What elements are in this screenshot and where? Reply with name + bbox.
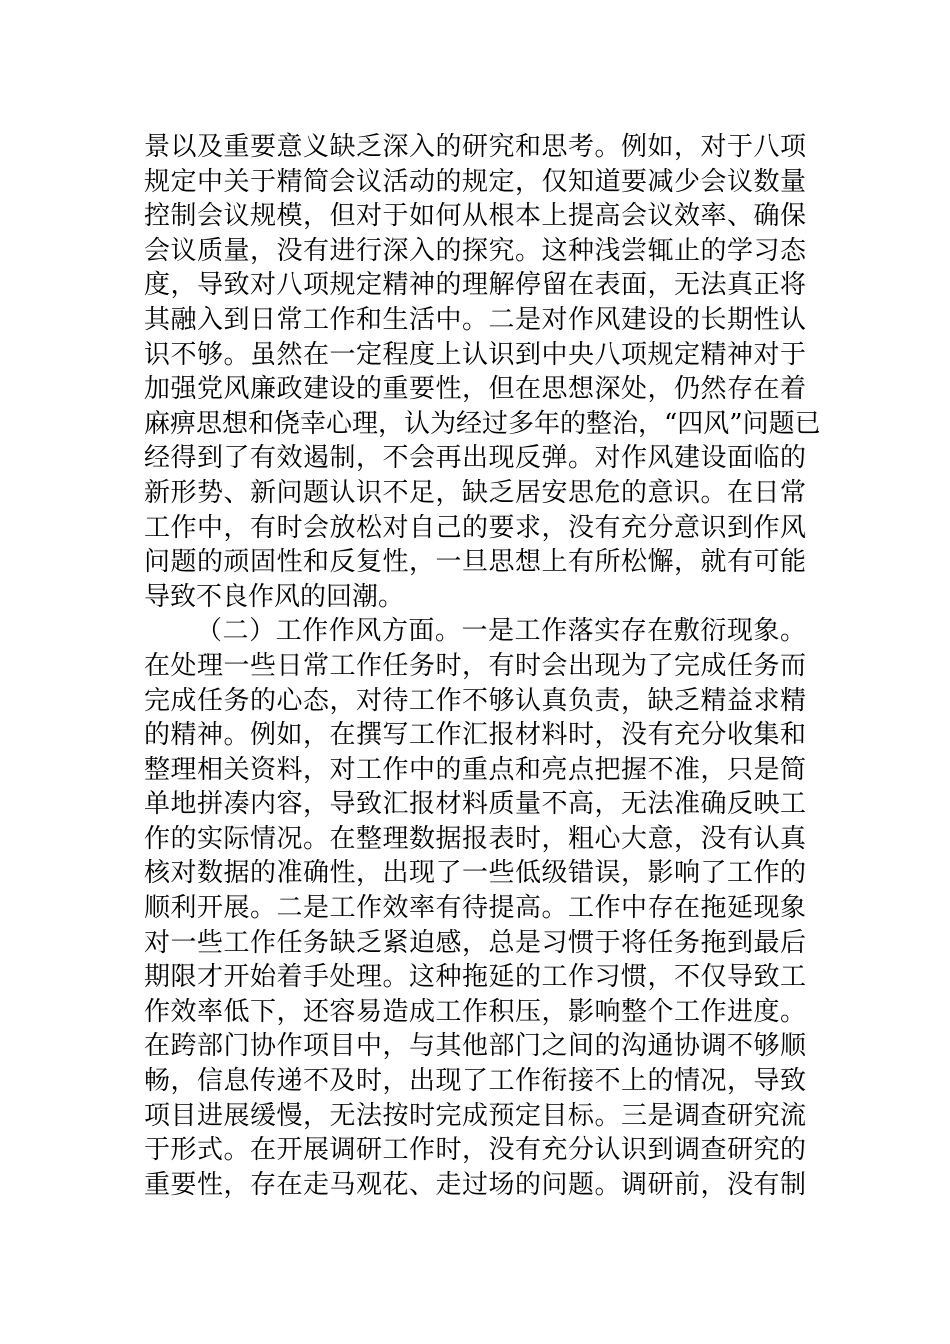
text-line: 畅，信息传递不及时，出现了工作衔接不上的情况，导致 (144, 1066, 806, 1097)
text-line: 规定中关于精简会议活动的规定，仅知道要减少会议数量 (144, 166, 806, 197)
text-line: 工作中，有时会放松对自己的要求，没有充分意识到作风 (144, 512, 806, 543)
text-line: 于形式。在开展调研工作时，没有充分认识到调查研究的 (144, 1135, 806, 1166)
text-line: 作效率低下，还容易造成工作积压，影响整个工作进度。 (144, 996, 806, 1027)
text-line: 对一些工作任务缺乏紧迫感，总是习惯于将任务拖到最后 (144, 927, 806, 958)
text-line: 作的实际情况。在整理数据报表时，粗心大意，没有认真 (144, 823, 806, 854)
text-line: 度，导致对八项规定精神的理解停留在表面，无法真正将 (144, 270, 806, 301)
text-line: 重要性，存在走马观花、走过场的问题。调研前，没有制 (144, 1169, 806, 1200)
text-line: 核对数据的准确性，出现了一些低级错误，影响了工作的 (144, 858, 806, 889)
section-heading-line: （二）工作作风方面。一是工作落实存在敷衍现象。 (196, 616, 806, 647)
text-line: 期限才开始着手处理。这种拖延的工作习惯，不仅导致工 (144, 962, 806, 993)
paragraph-end-line: 导致不良作风的回潮。 (144, 581, 405, 612)
text-line: 单地拼凑内容，导致汇报材料质量不高，无法准确反映工 (144, 789, 806, 820)
text-line: 其融入到日常工作和生活中。二是对作风建设的长期性认 (144, 304, 806, 335)
text-line: 的精神。例如，在撰写工作汇报材料时，没有充分收集和 (144, 720, 806, 751)
text-line: 加强党风廉政建设的重要性，但在思想深处，仍然存在着 (144, 374, 806, 405)
document-body (144, 130, 821, 1202)
text-line: 整理相关资料，对工作中的重点和亮点把握不准，只是简 (144, 754, 806, 785)
text-line: 控制会议规模，但对于如何从根本上提高会议效率、确保 (144, 201, 806, 232)
text-line: 麻痹思想和侥幸心理，认为经过多年的整治，“四风”问题已 (144, 408, 821, 439)
text-line: 识不够。虽然在一定程度上认识到中央八项规定精神对于 (144, 339, 806, 370)
text-line: 问题的顽固性和反复性，一旦思想上有所松懈，就有可能 (144, 547, 806, 578)
text-line: 在处理一些日常工作任务时，有时会出现为了完成任务而 (144, 650, 806, 681)
text-line: 经得到了有效遏制，不会再出现反弹。对作风建设面临的 (144, 443, 806, 474)
text-line: 完成任务的心态，对待工作不够认真负责，缺乏精益求精 (144, 685, 806, 716)
text-line: 会议质量，没有进行深入的探究。这种浅尝辄止的学习态 (144, 235, 806, 266)
text-line: 景以及重要意义缺乏深入的研究和思考。例如，对于八项 (144, 132, 806, 162)
text-line: 新形势、新问题认识不足，缺乏居安思危的意识。在日常 (144, 477, 806, 508)
text-line: 顺利开展。二是工作效率有待提高。工作中存在拖延现象 (144, 893, 806, 924)
text-line: 项目进展缓慢，无法按时完成预定目标。三是调查研究流 (144, 1100, 806, 1131)
text-line: 在跨部门协作项目中，与其他部门之间的沟通协调不够顺 (144, 1031, 806, 1062)
